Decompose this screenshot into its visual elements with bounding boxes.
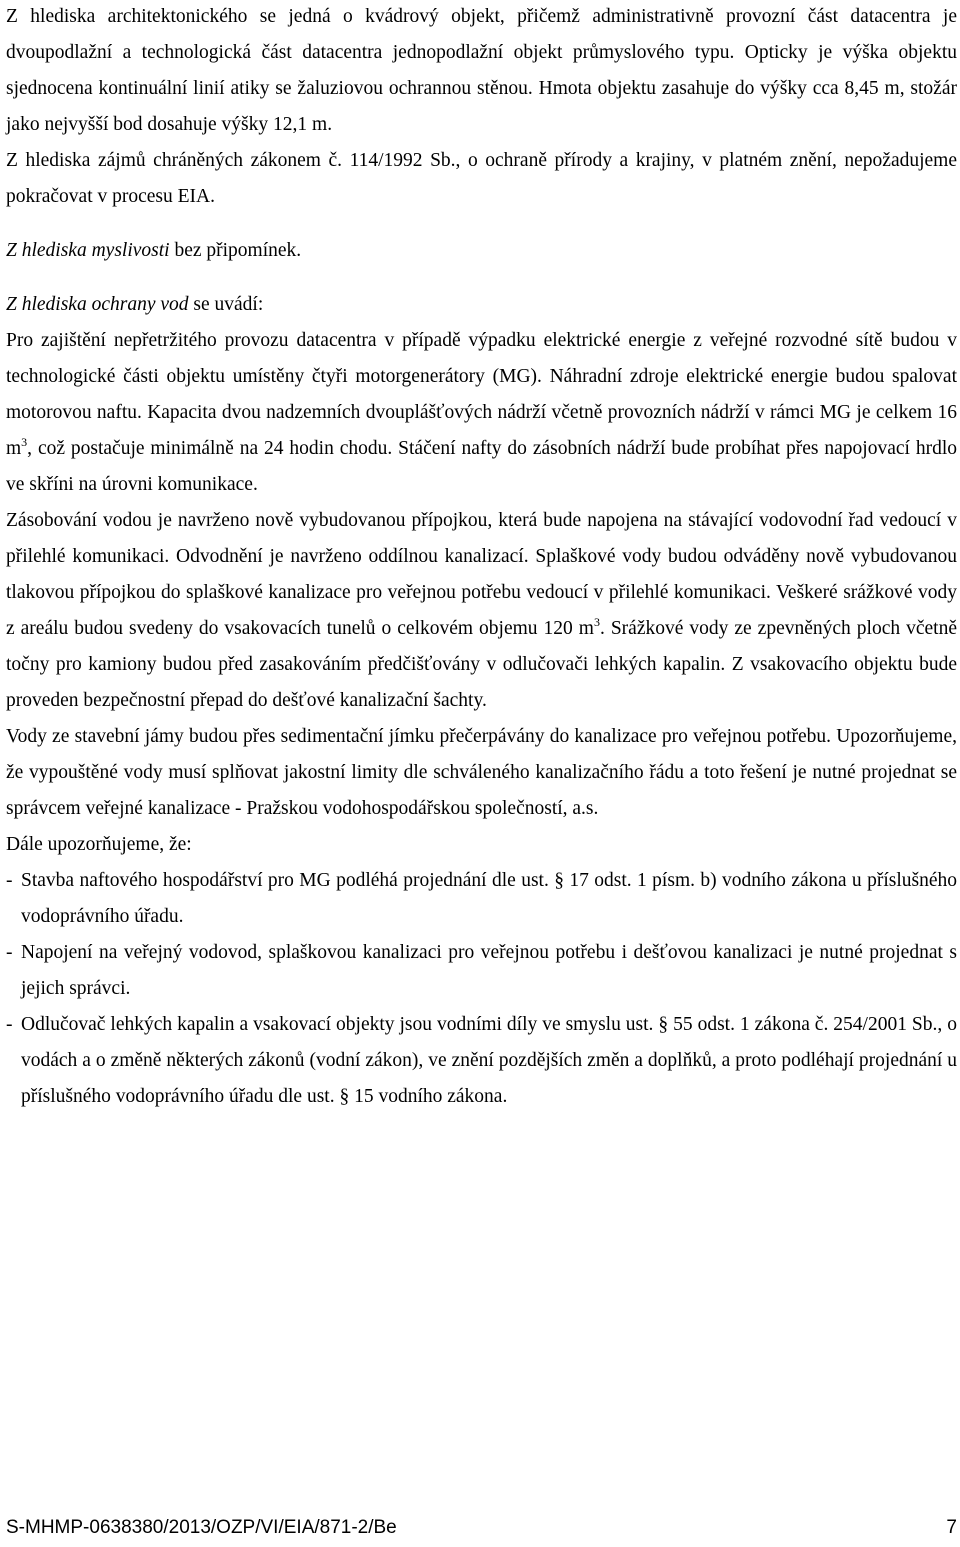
generators-text-b: , což postačuje minimálně na 24 hodin chodu. Stáčení nafty do zásobních nádrží bude probíhat přes napojovací hrdlo ve skříni na úrovni komunikace. bbox=[6, 438, 957, 495]
page-footer bbox=[6, 1516, 957, 1540]
paragraph-generators bbox=[6, 323, 957, 503]
superscript-cubic: 3 bbox=[21, 435, 28, 449]
notice-list bbox=[6, 863, 957, 1115]
paragraph-hunting bbox=[6, 233, 957, 269]
superscript-cubic: 3 bbox=[593, 615, 600, 629]
document-reference: S-MHMP-0638380/2013/OZP/VI/EIA/871-2/Be bbox=[6, 1517, 397, 1538]
document-page bbox=[6, 0, 957, 1115]
list-item bbox=[6, 935, 957, 1007]
water-supply-text-a: Zásobování vodou je navrženo nově vybudovanou přípojkou, která bude napojena na stávající vodovodní řad vedoucí v přilehlé komunikaci. Odvodnění je navrženo oddílnou kanalizací. Splaškové vody budou odváděny nově vybudovanou tlakovou přípojkou do splaškové kanalizace pro veřejnou potřebu vedoucí v přilehlé komunikaci. Veškeré srážkové vody z areálu budou svedeny do vsakovacích tunelů o celkovém objemu 120 m bbox=[6, 510, 957, 639]
water-protection-heading: Z hlediska ochrany vod bbox=[6, 294, 189, 315]
generators-text-a: Pro zajištění nepřetržitého provozu datacentra v případě výpadku elektrické energie z veřejné rozvodné sítě budou v technologické části objektu umístěny čtyři motorgenerátory (MG). Náhradní zdroje elektrické energie budou spalovat motorovou naftu. Kapacita dvou nadzemních dvouplášťových nádrží včetně provozních nádrží v rámci MG je celkem 16 m bbox=[6, 330, 957, 459]
page-number: 7 bbox=[946, 1517, 957, 1538]
paragraph-construction-pit: Vody ze stavební jámy budou přes sedimentační jímku přečerpávány do kanalizace pro veřejnou potřebu. Upozorňujeme, že vypouštěné vody musí splňovat jakostní limity dle schváleného kanalizačního řádu a toto řešení je nutné projednat se správcem veřejné kanalizace - Pražskou vodohospodářskou společností, a.s. bbox=[6, 726, 957, 819]
paragraph-notice-intro: Dále upozorňujeme, že: bbox=[6, 834, 192, 855]
list-item bbox=[6, 863, 957, 935]
paragraph-water-supply bbox=[6, 503, 957, 719]
hunting-heading: Z hlediska myslivosti bbox=[6, 240, 170, 261]
list-item bbox=[6, 1007, 957, 1115]
list-dash: - bbox=[6, 870, 13, 891]
list-dash: - bbox=[6, 942, 13, 963]
list-item-text: Napojení na veřejný vodovod, splaškovou kanalizaci pro veřejnou potřebu i dešťovou kanalizaci je nutné projednat s jejich správci. bbox=[21, 942, 957, 999]
paragraph-water-protection-intro bbox=[6, 287, 957, 323]
water-supply-text-b: . Srážkové vody ze zpevněných ploch včetně točny pro kamiony budou před zasakováním předčišťovány v odlučovači lehkých kapalin. Z vsakovacího objektu bude proveden bezpečnostní přepad do dešťové kanalizační šachty. bbox=[6, 618, 957, 711]
list-item-text: Stavba naftového hospodářství pro MG podléhá projednání dle ust. § 17 odst. 1 písm. b) vodního zákona u příslušného vodoprávního úřadu. bbox=[21, 870, 957, 927]
paragraph-nature-protection: Z hlediska zájmů chráněných zákonem č. 114/1992 Sb., o ochraně přírody a krajiny, v platném znění, nepožadujeme pokračovat v procesu EIA. bbox=[6, 150, 957, 207]
list-dash: - bbox=[6, 1014, 13, 1035]
hunting-text: bez připomínek. bbox=[169, 240, 302, 261]
paragraph-architecture: Z hlediska architektonického se jedná o kvádrový objekt, přičemž administrativně provozní část datacentra je dvoupodlažní a technologická část datacentra jednopodlažní objekt průmyslového typu. Opticky je výška objektu sjednocena kontinuální linií atiky se žaluziovou ochrannou stěnou. Hmota objektu zasahuje do výšky cca 8,45 m, stožár jako nejvyšší bod dosahuje výšky 12,1 m. bbox=[6, 6, 957, 135]
water-protection-text: se uvádí: bbox=[188, 294, 264, 315]
list-item-text: Odlučovač lehkých kapalin a vsakovací objekty jsou vodními díly ve smyslu ust. § 55 odst. 1 zákona č. 254/2001 Sb., o vodách a o změně některých zákonů (vodní zákon), ve znění pozdějších změn a doplňků, a proto podléhají projednání u příslušného vodoprávního úřadu dle ust. § 15 vodního zákona. bbox=[21, 1014, 957, 1107]
